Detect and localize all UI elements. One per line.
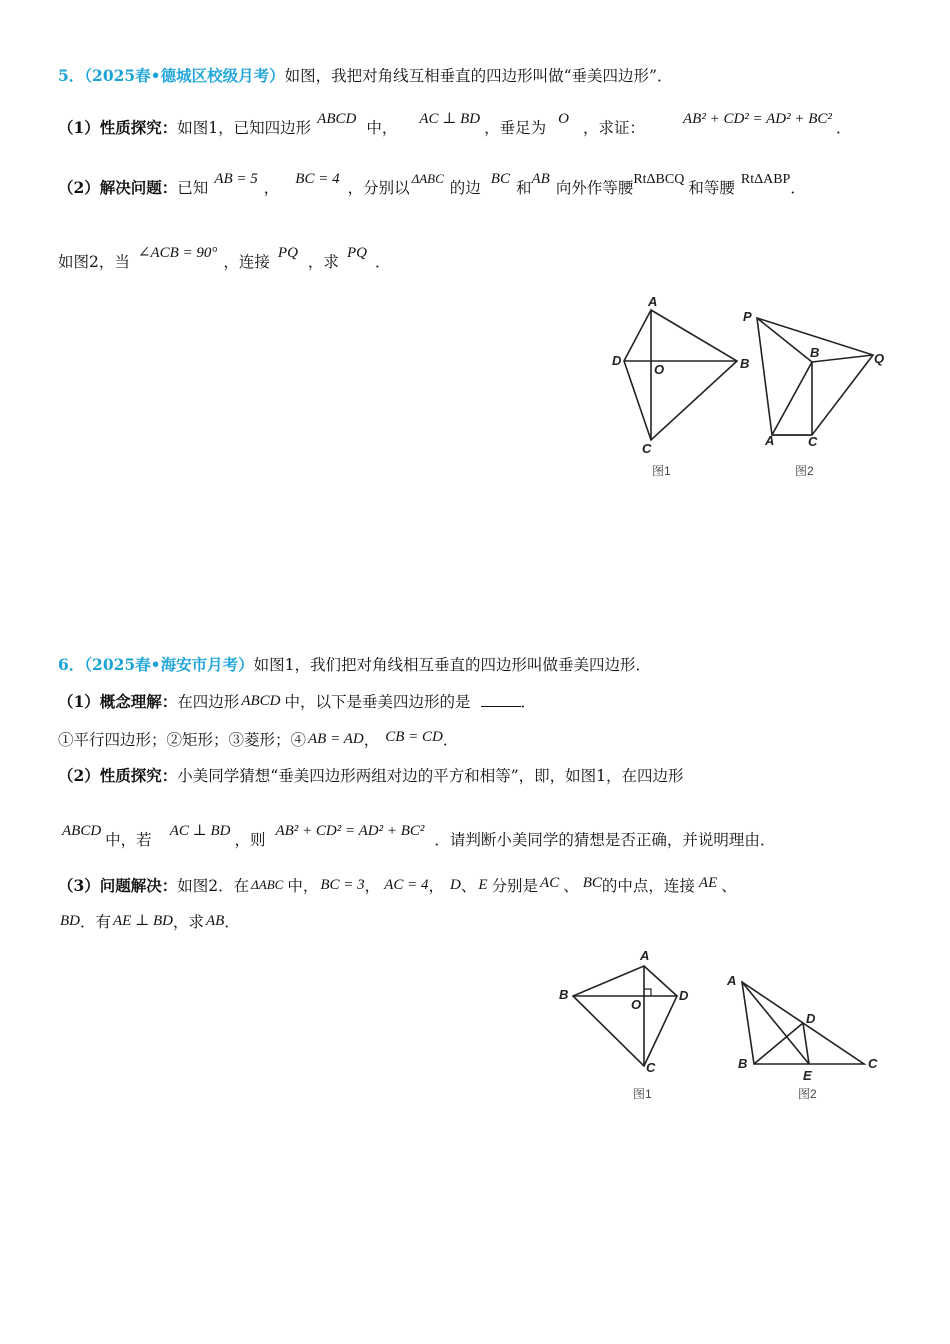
q6-fig2-caption: 图2 [798, 1087, 817, 1101]
q6-option-eq1: AB = AD [308, 731, 364, 747]
q6-part1-text: 在四边形 [177, 693, 240, 711]
q6-part3-text: ．有 [80, 913, 112, 931]
q6-part3-text: 的中点，连接 [601, 877, 695, 895]
q5-part2-bc: BC = 4 [295, 171, 340, 187]
q6-part1-abcd: ABCD [241, 693, 281, 709]
q5-fig2-caption: 图2 [795, 464, 814, 478]
q6-part2-formula: AB² + CD² = AD² + BC² [275, 823, 425, 839]
q6-part1-text: ． [520, 693, 537, 711]
q6-part3-ac: AC = 4 [384, 877, 429, 893]
q6-part3-e: E [478, 877, 488, 893]
q5-fig2-label-p: P [743, 309, 752, 324]
q6-fig1-quadrilateral [573, 966, 677, 1066]
q5-intro: 如图，我把对角线互相垂直的四边形叫做“垂美四边形”． [284, 67, 673, 85]
q5-fig2-segment-bq [812, 355, 873, 362]
q6-options-text: ． [442, 731, 459, 749]
q5-part2-rt1: RtΔBCQ [633, 172, 685, 187]
q6-part3-bc: BC = 3 [320, 877, 365, 893]
q5-part1-abcd: ABCD [317, 111, 357, 127]
q5-part1-formula: AB² + CD² = AD² + BC² [683, 111, 832, 127]
q6-part3-text: 中， [287, 877, 319, 895]
q6-part3-d: D [450, 877, 461, 893]
q6-fig2-label-a: A [727, 973, 737, 988]
q6-figure-2 [742, 982, 864, 1064]
q6-part2-text: 小美同学猜想“垂美四边形两组对边的平方和相等”，即，如图1，在四边形 [177, 767, 684, 785]
q6-part2-text: ．请判断小美同学的猜想是否正确，并说明理由． [434, 831, 776, 849]
q5-fig2-label-a: A [765, 433, 775, 448]
q5-part2-text: 向外作等腰 [555, 179, 634, 197]
q6-fig2-label-c: C [868, 1056, 878, 1071]
q5-fig2-outline [757, 318, 873, 435]
q6-part3-line [58, 876, 737, 897]
q6-part3b-line [58, 912, 240, 933]
q6-options-line [58, 730, 458, 751]
q6-part1-label: （1）概念理解： [58, 692, 178, 711]
q5-fig1-quadrilateral [624, 310, 737, 440]
q6-part3-text: 、 [721, 877, 737, 895]
q5-part2-rt2: RtΔABP [740, 172, 791, 187]
q6-options-text: ①平行四边形；②矩形；③菱形；④ [58, 731, 307, 749]
q6-part3-text: 分别是 [491, 877, 539, 895]
q5-part2-label: （2）解决问题： [58, 178, 178, 197]
q5-part1-perp: AC ⊥ BD [419, 111, 481, 127]
q5-part2-text: 和 [515, 179, 532, 197]
q5-part2-text: 的边 [449, 179, 481, 197]
q6-fig2-label-d: D [806, 1011, 816, 1026]
q6-part3-ae: AE [698, 875, 718, 891]
q6-part1-text: 中，以下是垂美四边形的是 [284, 693, 471, 711]
q6-fig1-right-angle-mark [644, 989, 651, 996]
q5-part1-label: （1）性质探究： [58, 118, 178, 137]
q5-part1-text: ，垂足为 [484, 119, 547, 137]
q6-part1-answer-blank[interactable] [481, 692, 521, 707]
q5-part2-text: ． [790, 179, 806, 197]
q6-part3-text: 、 [563, 877, 579, 895]
q6-part3-bc2: BC [582, 875, 602, 891]
q6-part3-text: ， [364, 877, 381, 895]
q6-part2-perp: AC ⊥ BD [169, 823, 231, 839]
q5-part1-text: ． [835, 119, 852, 137]
q6-part3-text: ， [428, 877, 444, 895]
q5-part1-line [58, 111, 852, 139]
q5-part2-line [58, 171, 806, 200]
q5-fig2-segment-pb [757, 318, 812, 362]
q5-part2b-pq2: PQ [346, 245, 367, 261]
q6-part2-abcd: ABCD [62, 823, 102, 839]
q5-part2-text: ，分别以 [347, 179, 410, 197]
q5-intro-line [58, 66, 672, 86]
q5-fig1-label-b: B [740, 356, 750, 371]
q6-part3-ab: AB [205, 913, 225, 929]
q6-part2-line [58, 766, 684, 786]
q6-part2-text: 中，若 [105, 831, 152, 849]
q6-fig2-label-e: E [803, 1068, 812, 1083]
q5-part2b-angle: ∠ACB = 90° [137, 245, 218, 261]
q5-figure-1 [624, 310, 737, 440]
q5-part2b-text: ． [374, 253, 391, 271]
q5-fig2-label-q: Q [874, 351, 885, 366]
q6-part1-line [58, 692, 536, 713]
q6-part3-triangle: ΔABC [251, 877, 284, 892]
q5-figure-2 [757, 318, 873, 435]
q5-part2b-pq: PQ [277, 245, 298, 261]
q5-part2-triangle: ΔABC [411, 171, 444, 186]
q5-part2-text: 和等腰 [688, 179, 735, 197]
q6-part2-text: ，则 [234, 831, 266, 849]
q6-part3-text: ． [224, 913, 240, 931]
q6-part3-text: 如图2．在 [177, 877, 250, 895]
q6-part3-text: 、 [460, 877, 477, 895]
q5-part2b-text: 如图2，当 [58, 253, 130, 271]
q5-figures [605, 292, 905, 484]
q5-part2b-text: ，求 [307, 253, 339, 271]
q5-heading: 5．（2025春•德城区校级月考） [58, 66, 285, 85]
q6-figures [552, 944, 892, 1108]
q5-fig1-label-c: C [642, 441, 652, 456]
q6-option-eq2: CB = CD [385, 729, 443, 745]
q6-fig1-label-c: C [646, 1060, 656, 1075]
q6-part3-text: ，求 [172, 913, 204, 931]
q5-part2-text: 已知 [177, 179, 209, 197]
q6-fig1-label-d: D [679, 988, 689, 1003]
q6-part3-label: （3）问题解决： [58, 876, 178, 895]
q6-fig1-label-o: O [631, 997, 642, 1012]
q6-intro: 如图1，我们把对角线相互垂直的四边形叫做垂美四边形． [253, 656, 651, 674]
q6-part3-bd: BD [60, 913, 80, 929]
q6-heading: 6．（2025春•海安市月考） [58, 655, 254, 674]
q5-fig1-label-o: O [654, 362, 665, 377]
q6-fig1-caption: 图1 [633, 1087, 652, 1101]
q5-part1-text: 如图1，已知四边形 [177, 119, 312, 137]
q6-part2b-line [58, 823, 776, 851]
q5-part2-bc2: BC [490, 171, 510, 187]
q6-intro-line [58, 655, 651, 675]
q5-part2b-text: ，连接 [223, 253, 270, 271]
q5-fig2-label-c: C [808, 434, 818, 449]
q6-options-text: ， [363, 731, 380, 749]
q6-part3-ac2: AC [540, 875, 560, 891]
q6-part3-perp: AE ⊥ BD [113, 913, 173, 929]
q5-part1-o: O [558, 111, 569, 127]
q5-fig1-label-d: D [612, 353, 622, 368]
q5-part2-text: ， [263, 179, 280, 197]
q5-fig1-caption: 图1 [652, 464, 671, 478]
q6-fig2-segment-bd [754, 1023, 803, 1064]
q6-figure-1 [573, 966, 677, 1066]
q5-part2-ab: AB = 5 [214, 171, 258, 187]
q6-fig2-label-b: B [738, 1056, 748, 1071]
q5-part1-text: 中， [366, 119, 398, 137]
q5-fig2-segment-ab [772, 362, 812, 435]
q5-part1-text: ，求证： [583, 119, 646, 137]
q5-fig2-label-b: B [810, 345, 820, 360]
q6-part2-label: （2）性质探究： [58, 766, 178, 785]
q5-part2-ab2: AB [531, 171, 550, 187]
q6-fig1-label-a: A [640, 948, 650, 963]
q5-fig1-label-a: A [648, 294, 658, 309]
q5-part2b-line [58, 245, 391, 273]
q6-fig1-label-b: B [559, 987, 569, 1002]
